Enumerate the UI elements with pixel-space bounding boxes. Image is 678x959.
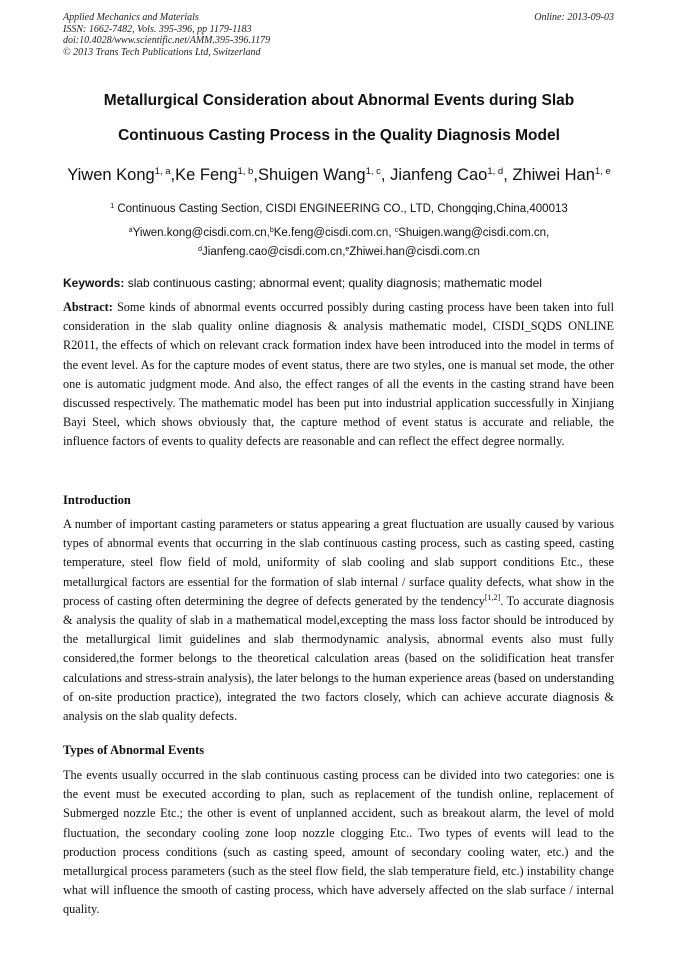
- author-name: Jianfeng Cao: [390, 166, 488, 184]
- email-address: Zhiwei.han@cisdi.com.cn: [349, 246, 480, 258]
- email-address: Shuigen.wang@cisdi.com.cn,: [398, 227, 550, 239]
- author-5: [512, 166, 610, 184]
- author-2: [175, 166, 258, 184]
- introduction-heading: Introduction: [63, 493, 131, 507]
- keywords: [63, 276, 615, 290]
- author-separator: ,: [170, 166, 176, 184]
- journal-header: [63, 12, 270, 58]
- author-affil-sup: 1, e: [594, 166, 611, 177]
- author-separator: ,: [253, 166, 258, 184]
- abstract-paragraph: [63, 298, 614, 452]
- email-sup: b: [269, 227, 274, 234]
- affiliation-sup: 1: [110, 203, 115, 210]
- types-paragraph: The events usually occurred in the slab continuous casting process can be divided into two categories: one is the event must be executed according to plan, such as replacement of the tundish online, replacement of Submerged nozzle Etc.; the other is event of unplanned accident, such as breakout alarm, the level of mold fluctuation, the secondary cooling zone loop nozzle clogging Etc.. Two types of events will lead to the production process conditions (such as casting speed, amount of secondary cooling water, etc.) and the metallurgical process parameters (such as the steel flow field, the slab temperature field, etc.) instability change what will influence the smooth of casting process, which have adversely affected on the slab surface / internal quality.: [63, 768, 614, 917]
- author-affil-sup: 1, b: [237, 166, 254, 177]
- author-affil-sup: 1, d: [487, 166, 504, 177]
- author-affil-sup: 1, c: [365, 166, 381, 177]
- email-address: Jianfeng.cao@cisdi.com.cn,: [202, 246, 346, 258]
- types-heading: Types of Abnormal Events: [63, 743, 205, 757]
- email-line-2: [0, 246, 678, 258]
- author-list: [0, 166, 678, 185]
- author-3: [258, 166, 390, 184]
- author-4: [390, 166, 512, 184]
- abstract-text: Some kinds of abnormal events occurred possibly during casting process have been taken into full consideration in the slab quality online diagnosis & analysis mathematic model, CISDI_SQDS ONLINE R2011, the effects of which on relevant crack formation index have been introduced into the model in terms of the event level. As for the capture modes of event status, there are two styles, one is manual set mode, the other one is automatic judgment mode. And also, the effect ranges of all the events in the casting strand have been discussed respectively. The mathematic model has been put into industrial application successfully in Xinjiang Bayi Steel, which shows obviously that, the capture method of event status is accurate and reliable, the influence factors of events to quality defects are reasonable and can reflect the effect degree normally.: [63, 300, 614, 449]
- keywords-label: Keywords:: [63, 276, 125, 290]
- author-name: Yiwen Kong: [67, 166, 155, 184]
- email-sup: d: [198, 246, 203, 253]
- abstract-label: Abstract:: [63, 300, 113, 314]
- author-affil-sup: 1, a: [154, 166, 171, 177]
- email-address: Ke.feng@cisdi.com.cn,: [273, 227, 395, 239]
- author-name: Zhiwei Han: [512, 166, 595, 184]
- journal-name: Applied Mechanics and Materials: [63, 12, 199, 23]
- doi-line: doi:10.4028/www.scientific.net/AMM.395-396.1179: [63, 35, 271, 46]
- author-separator: ,: [380, 166, 391, 184]
- paper-title-line-2: Continuous Casting Process in the Quality Diagnosis Model: [118, 127, 560, 144]
- author-1: [67, 166, 175, 184]
- affiliation: [0, 203, 678, 215]
- email-address: Yiwen.kong@cisdi.com.cn,: [132, 227, 270, 239]
- author-separator: ,: [503, 166, 513, 184]
- introduction-text: A number of important casting parameters or status appearing a great fluctuation are usually caused by various types of abnormal events that occurring in the slab continuous casting process, such as casting speed, casting temperature, steel flow field of mold, uniformity of slab cooling and slab support conditions Etc., these metallurgical factors are essential for the formation of slab internal / surface quality defects, what show in the process of casting often determining the degree of defects generated by the tendency: [63, 517, 614, 608]
- issn-line: ISSN: 1662-7482, Vols. 395-396, pp 1179-1183: [63, 23, 252, 35]
- email-line-1: [0, 227, 678, 239]
- affiliation-text: Continuous Casting Section, CISDI ENGINEERING CO., LTD, Chongqing,China,400013: [114, 203, 568, 215]
- keywords-text: slab continuous casting; abnormal event; quality diagnosis; mathematic model: [124, 276, 542, 290]
- email-sup: a: [128, 227, 133, 234]
- paper-title-line-1: Metallurgical Consideration about Abnormal Events during Slab: [103, 92, 575, 109]
- email-sup: e: [345, 246, 350, 253]
- introduction-text-cont: . To accurate diagnosis & analysis the quality of slab in a mathematical model,excepting the mass loss factor should be introduced by the metallurgical limit guidelines and slab thermodynamic analysis, abnormal events also must fully considered,the former belongs to the theoretical calculation areas (based on the solidification heat transfer calculations and stress-strain analysis), the later belongs to the human experience areas (based on understanding of on-site production practice), integrated the two factors closely, which can achieve accurate diagnosis & analysis on the slab quality defects.: [63, 593, 615, 724]
- introduction-paragraph: [63, 515, 614, 726]
- email-sup: c: [394, 227, 399, 234]
- author-name: Ke Feng: [175, 166, 238, 184]
- copyright-line: © 2013 Trans Tech Publications Ltd, Switzerland: [63, 46, 261, 58]
- citation-ref: [1,2]: [484, 592, 501, 602]
- author-name: Shuigen Wang: [257, 166, 366, 184]
- online-date: Online: 2013-09-03: [534, 12, 614, 23]
